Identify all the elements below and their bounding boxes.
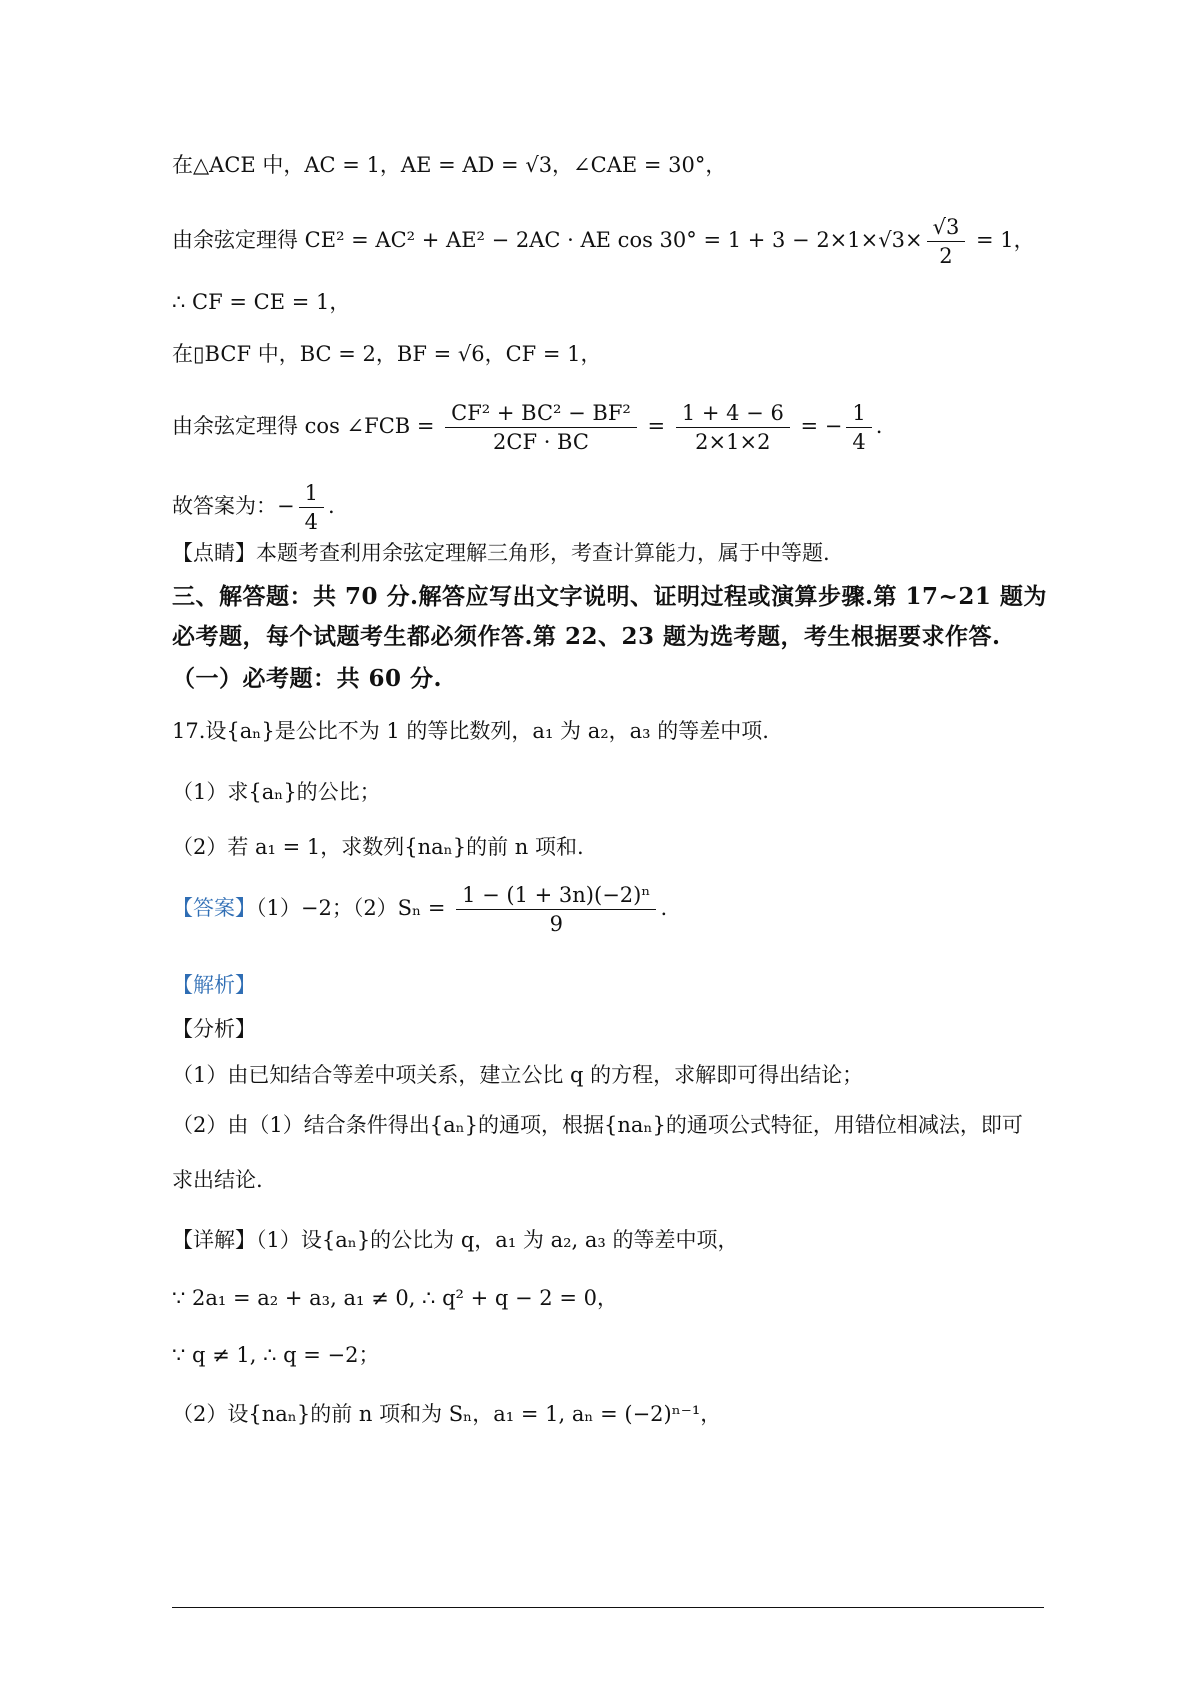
text-line-dianjing: 【点睛】本题考查利用余弦定理解三角形，考查计算能力，属于中等题. <box>172 541 830 565</box>
formula-text: . <box>875 414 883 438</box>
formula-text: = − <box>800 414 843 438</box>
fraction-denominator: 2×1×2 <box>695 430 771 454</box>
footer-rule <box>172 1607 1044 1608</box>
text-line: （2）由（1）结合条件得出{aₙ}的通项，根据{naₙ}的通项公式特征，用错位相减法，即可 <box>172 1113 1023 1137</box>
text-line-answer <box>172 478 1040 536</box>
text-line-cosine-law <box>172 212 1040 270</box>
fraction-numerator: 1 <box>299 479 324 508</box>
formula-text: = <box>647 414 666 438</box>
fraction-numerator: 1 <box>846 399 871 428</box>
answer-line <box>172 880 1040 938</box>
formula-text: = 1， <box>969 228 1035 252</box>
fraction-numerator: CF² + BC² − BF² <box>445 399 637 428</box>
formula-text: . <box>327 494 335 518</box>
text-line: （2）设{naₙ}的前 n 项和为 Sₙ，a₁ = 1, aₙ = (−2)ⁿ⁻¹， <box>172 1402 722 1426</box>
formula-text: . <box>660 896 668 920</box>
fraction-denominator: 4 <box>304 510 318 534</box>
fraction-denominator: 4 <box>852 430 866 454</box>
question-part: （2）若 a₁ = 1，求数列{naₙ}的前 n 项和. <box>172 835 584 859</box>
text-line: 【详解】（1）设{aₙ}的公比为 q，a₁ 为 a₂, a₃ 的等差中项， <box>172 1228 739 1252</box>
fraction-numerator: 1 − (1 + 3n)(−2)ⁿ <box>456 881 656 910</box>
fraction <box>456 881 656 938</box>
fraction-denominator: 9 <box>549 912 563 936</box>
fraction-denominator: 2CF · BC <box>493 430 589 454</box>
formula-text: 由余弦定理得 cos ∠FCB = <box>172 414 435 438</box>
text-line-cos-fcb <box>172 398 1040 456</box>
section-heading: 必考题，每个试题考生都必须作答.第 22、23 题为选考题，考生根据要求作答. <box>172 623 1001 650</box>
fenxi-tag: 【分析】 <box>172 1017 256 1041</box>
text-line: ∵ q ≠ 1, ∴ q = −2； <box>172 1343 380 1367</box>
fraction-denominator: 2 <box>939 244 953 268</box>
text-line: ∴ CF = CE = 1， <box>172 290 351 314</box>
question-17: 17.设{aₙ}是公比不为 1 的等比数列，a₁ 为 a₂，a₃ 的等差中项. <box>172 719 769 743</box>
fraction-numerator: √3 <box>927 213 966 242</box>
section-heading: 三、解答题：共 70 分.解答应写出文字说明、证明过程或演算步骤.第 17~21 题为 <box>172 583 1047 610</box>
text-line: （1）由已知结合等差中项关系，建立公比 q 的方程，求解即可得出结论； <box>172 1063 864 1087</box>
fraction <box>676 399 790 456</box>
fraction <box>846 399 871 456</box>
subsection-heading: （一）必考题：共 60 分. <box>172 665 443 692</box>
analysis-tag: 【解析】 <box>172 973 256 997</box>
formula-text: （1）−2；（2）Sₙ = <box>256 896 446 920</box>
question-part: （1）求{aₙ}的公比； <box>172 780 381 804</box>
text-line: 求出结论. <box>172 1168 263 1192</box>
answer-tag: 【答案】 <box>172 896 256 920</box>
fraction <box>927 213 966 270</box>
fraction <box>299 479 324 536</box>
text-line: 在△ACE 中，AC = 1，AE = AD = √3，∠CAE = 30°， <box>172 153 727 177</box>
fraction-numerator: 1 + 4 − 6 <box>676 399 790 428</box>
formula-text: 故答案为：− <box>172 494 295 518</box>
formula-text: 由余弦定理得 CE² = AC² + AE² − 2AC · AE cos 30° = 1 + 3 − 2×1×√3× <box>172 228 923 252</box>
fraction <box>445 399 637 456</box>
text-line: ∵ 2a₁ = a₂ + a₃, a₁ ≠ 0, ∴ q² + q − 2 = 0， <box>172 1286 618 1310</box>
text-line: 在▯BCF 中，BC = 2，BF = √6，CF = 1， <box>172 342 602 366</box>
